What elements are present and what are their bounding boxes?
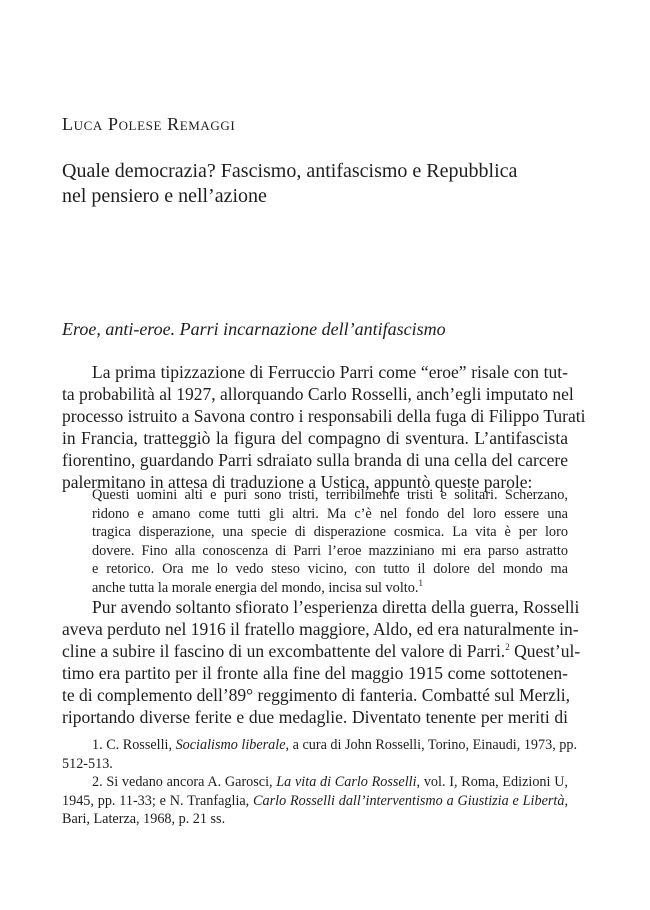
footnote-text: , a cura di John Rosselli, Torino, Einaudi, 1973, pp.: [285, 737, 578, 753]
text-fragment: cline a subire il fascino di un excombattente del valore di Parri.: [62, 641, 506, 661]
text-line: timo era partito per il fronte alla fine del maggio 1915 come sottotenen-: [62, 663, 568, 683]
author-last-name: Polese Remaggi: [107, 114, 236, 134]
quote-line: ridono e amano come tutti gli altri. Ma c’è nel fondo del loro essere una: [92, 505, 568, 522]
author-name: [62, 114, 235, 135]
text-line: processo istruito a Savona contro i responsabili della fuga di Filippo Turati: [62, 406, 586, 426]
text-line: palermitano in attesa di traduzione a Ustica, appuntò queste parole:: [62, 472, 533, 492]
text-line: fiorentino, guardando Parri sdraiato sulla branda di una cella del carcere: [62, 450, 568, 470]
text-line: in Francia, tratteggiò la figura del compagno di sventura. L’antifascista: [62, 428, 568, 448]
quote-line: [92, 579, 568, 598]
quote-line: e retorico. Ora me lo vedo steso vicino, con tutto il dolore del mondo ma: [92, 561, 568, 578]
text-line: te di complemento dell’89° reggimento di fanteria. Combatté sul Merzli,: [62, 685, 571, 705]
quote-line: Questi uomini alti e puri sono tristi, terribilmente tristi e solitari. Scherzano,: [92, 487, 568, 503]
footnote-ref-1[interactable]: 1: [418, 578, 423, 589]
text-line: aveva perduto nel 1916 il fratello maggiore, Aldo, ed era naturalmente in-: [62, 619, 579, 639]
quote-line: tragica disperazione, una specie di disperazione cosmica. La vita è per loro: [92, 524, 568, 541]
chapter-title: [62, 159, 602, 209]
footnote-2-cont: [62, 792, 568, 811]
footnote-2-end: Bari, Laterza, 1968, p. 21 ss.: [62, 811, 226, 828]
block-quote: [92, 486, 568, 598]
footnote-2: [62, 773, 568, 792]
text-fragment: Quest’ul-: [509, 641, 581, 661]
footnote-book-title: La vita di Carlo Rosselli: [276, 774, 417, 791]
chapter-title-line: Quale democrazia? Fascismo, antifascismo e Repubblica: [62, 160, 518, 182]
footnotes: [62, 736, 578, 829]
text-line: ta probabilità al 1927, allorquando Carlo Rosselli, anch’egli imputato nel: [62, 384, 574, 404]
footnote-text: , vol. I, Roma, Edizioni U,: [416, 774, 568, 791]
text-line: [62, 640, 581, 662]
footnote-text: 1. C. Rosselli,: [92, 737, 176, 753]
paragraph-1: [62, 361, 586, 493]
author-first-name: Luca: [62, 114, 103, 134]
text-line: La prima tipizzazione di Ferruccio Parri come “eroe” risale con tut-: [92, 362, 568, 382]
footnote-text: 1945, pp. 11-33; e N. Tranfaglia,: [62, 792, 254, 809]
chapter-title-line: nel pensiero e nell’azione: [62, 185, 267, 207]
footnote-text: ,: [564, 792, 568, 809]
paragraph-2: [62, 596, 581, 728]
text-line: riportando diverse ferite e due medaglie. Diventato tenente per meriti di: [62, 707, 568, 727]
footnote-book-title: Socialismo liberale: [175, 737, 286, 753]
section-heading: Eroe, anti-eroe. Parri incarnazione dell’antifascismo: [62, 319, 446, 339]
footnote-ref-2[interactable]: 2: [505, 642, 510, 653]
text-line: Pur avendo soltanto sfiorato l’esperienza diretta della guerra, Rosselli: [92, 597, 580, 617]
footnote-text: 2. Si vedano ancora A. Garosci,: [92, 774, 277, 791]
footnote-1-cont: 512-513.: [62, 755, 113, 772]
footnote-1: [62, 736, 578, 755]
footnote-book-title: Carlo Rosselli dall’interventismo a Giustizia e Libertà: [253, 792, 565, 809]
quote-line-text: anche tutta la morale energia del mondo, incisa sul volto.: [92, 579, 419, 596]
quote-line: dovere. Fino alla conoscenza di Parri l’eroe mazziniano mi era parso astratto: [92, 542, 568, 559]
